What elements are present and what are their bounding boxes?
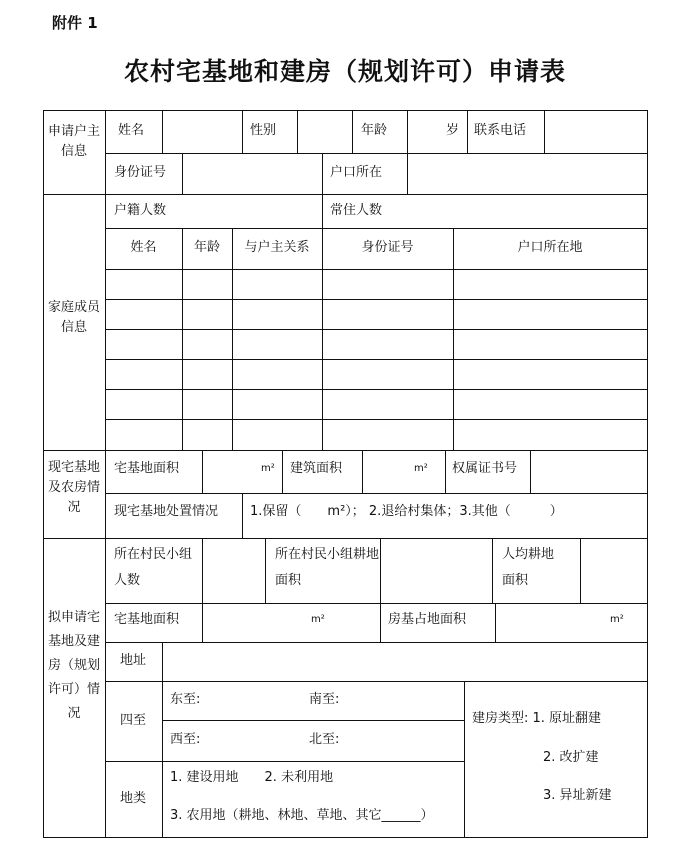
family-member-row[interactable] <box>106 420 647 450</box>
registered-count-label: 户籍人数 <box>114 203 167 218</box>
family-col-household: 户口所在地 <box>517 240 583 255</box>
age-unit-label: 岁 <box>446 123 460 138</box>
registered-count-field[interactable] <box>182 195 322 228</box>
proposed-section-label: 拟申请宅基地及建房（规划许可）情况 <box>47 610 100 721</box>
form-title: 农村宅基地和建房（规划许可）申请表 <box>123 57 566 86</box>
east-boundary-label: 东至: <box>170 692 201 707</box>
resident-count-field[interactable] <box>407 195 647 228</box>
age-label: 年龄 <box>361 123 388 138</box>
family-col-id-number: 身份证号 <box>361 240 414 255</box>
phone-label: 联系电话 <box>474 123 527 138</box>
rule-line <box>105 228 648 229</box>
name-label: 姓名 <box>118 123 145 138</box>
attachment-label: 附件 1 <box>52 14 98 32</box>
rule-line <box>43 538 648 539</box>
per-capita-farmland-label: 人均耕地面积 <box>502 547 555 588</box>
disposal-options: 1.保留（ m²）； 2.退给村集体；3.其他（ ） <box>250 504 563 519</box>
age-field[interactable] <box>407 111 447 153</box>
land-type-label: 地类 <box>120 791 147 806</box>
rule-line <box>467 110 468 153</box>
rule-line <box>105 110 106 838</box>
footprint-area-field[interactable] <box>496 604 647 642</box>
rule-line <box>282 450 283 493</box>
per-capita-farmland-field[interactable] <box>581 539 647 603</box>
building-type-option-2: 2. 改扩建 <box>543 750 599 765</box>
family-section-label: 家庭成员信息 <box>47 300 100 335</box>
family-member-row[interactable] <box>106 270 647 299</box>
rule-line <box>43 837 648 838</box>
proposed-homestead-area-label: 宅基地面积 <box>114 612 180 627</box>
disposal-label: 现宅基地处置情况 <box>114 504 219 519</box>
family-col-relation: 与户主关系 <box>244 240 310 255</box>
south-boundary-label: 南至: <box>309 692 340 707</box>
family-col-age: 年龄 <box>193 240 220 255</box>
rule-line <box>492 538 493 603</box>
rule-line <box>265 538 266 603</box>
rule-line <box>647 110 648 838</box>
area-unit: m² <box>414 463 428 474</box>
west-boundary-label: 西至: <box>170 732 201 747</box>
land-type-option-1: 1. 建设用地 2. 未利用地 <box>170 770 334 785</box>
cert-number-label: 权属证书号 <box>452 461 518 476</box>
rule-line <box>380 603 381 642</box>
family-member-row[interactable] <box>106 300 647 329</box>
gender-field[interactable] <box>297 111 352 153</box>
cert-number-field[interactable] <box>531 451 647 493</box>
family-member-row[interactable] <box>106 390 647 419</box>
current-homestead-area-label: 宅基地面积 <box>114 461 180 476</box>
rule-line <box>242 110 243 153</box>
building-area-field[interactable] <box>363 451 445 493</box>
address-field[interactable] <box>163 643 647 681</box>
gender-label: 性别 <box>250 123 277 138</box>
current-homestead-section-label: 现宅基地及农房情况 <box>47 460 100 515</box>
name-field[interactable] <box>162 111 242 153</box>
land-type-option-2: 3. 农用地（耕地、林地、草地、其它______） <box>170 808 434 823</box>
rule-line <box>162 720 464 721</box>
group-farmland-field[interactable] <box>381 539 492 603</box>
group-farmland-label: 所在村民小组耕地面积 <box>275 547 380 588</box>
rule-line <box>322 153 323 194</box>
group-population-label: 所在村民小组人数 <box>114 547 193 588</box>
area-unit: m² <box>261 463 275 474</box>
footprint-area-label: 房基占地面积 <box>388 612 467 627</box>
proposed-homestead-area-field[interactable] <box>203 604 380 642</box>
rule-line <box>464 681 465 838</box>
rule-line <box>105 493 648 494</box>
family-member-row[interactable] <box>106 330 647 359</box>
applicant-section-label: 申请户主信息 <box>47 124 100 159</box>
boundaries-label: 四至 <box>120 713 147 728</box>
building-area-label: 建筑面积 <box>290 461 343 476</box>
household-location-label: 户口所在 <box>330 165 383 180</box>
id-number-field[interactable] <box>182 154 322 194</box>
area-unit: m² <box>610 614 624 625</box>
rule-line <box>322 194 323 228</box>
id-number-label: 身份证号 <box>114 165 167 180</box>
north-boundary-label: 北至: <box>309 732 340 747</box>
building-type-label: 建房类型: 1. 原址翻建 <box>472 711 602 726</box>
group-population-field[interactable] <box>203 539 265 603</box>
household-location-field[interactable] <box>407 154 647 194</box>
building-type-option-3: 3. 异址新建 <box>543 788 612 803</box>
rule-line <box>445 450 446 493</box>
area-unit: m² <box>311 614 325 625</box>
address-label: 地址 <box>120 653 147 668</box>
family-member-row[interactable] <box>106 360 647 389</box>
rule-line <box>242 493 243 538</box>
rule-line <box>352 110 353 153</box>
rule-line <box>105 761 464 762</box>
family-col-name: 姓名 <box>130 240 157 255</box>
phone-field[interactable] <box>544 111 647 153</box>
rule-line <box>105 681 648 682</box>
rule-line <box>43 110 44 838</box>
resident-count-label: 常住人数 <box>330 203 383 218</box>
